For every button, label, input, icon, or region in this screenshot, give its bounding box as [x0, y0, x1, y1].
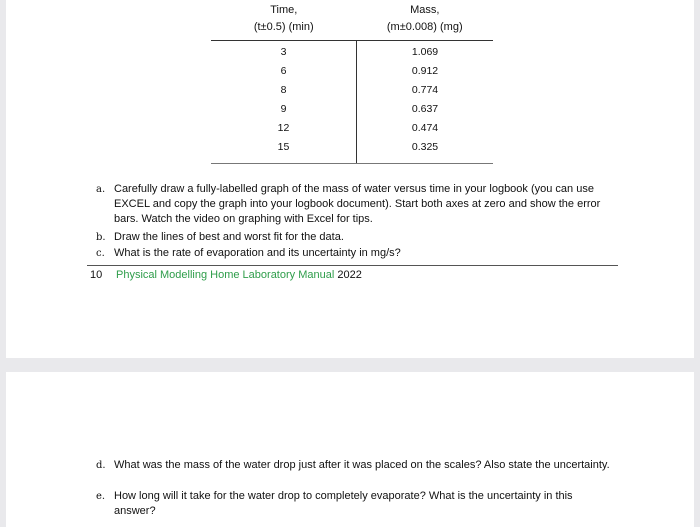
- footer-title: Physical Modelling Home Laboratory Manual: [116, 269, 335, 281]
- mass-cell: 0.774: [411, 84, 439, 96]
- table-header-row: [211, 0, 493, 41]
- question-marker: e.: [96, 491, 106, 502]
- table-row: [211, 138, 493, 164]
- table-row: [211, 41, 493, 63]
- time-header-unit: (t±0.5) (min): [253, 21, 314, 33]
- question-c: [96, 246, 612, 261]
- table-row: [211, 62, 493, 81]
- time-cell: 6: [211, 62, 357, 81]
- question-text: How long will it take for the water drop to completely evaporate? What is the uncertainty in this answer?: [114, 490, 573, 517]
- table-row: [211, 119, 493, 138]
- question-text: Draw the lines of best and worst fit for the data.: [114, 231, 344, 243]
- page-number: 10: [90, 269, 103, 281]
- question-marker: a.: [96, 184, 106, 195]
- data-table: [211, 0, 493, 164]
- question-text: What is the rate of evaporation and its uncertainty in mg/s?: [114, 247, 401, 259]
- question-marker: c.: [96, 248, 105, 259]
- question-marker: d.: [96, 460, 106, 471]
- footer-divider: [87, 265, 618, 266]
- question-text: Carefully draw a fully-labelled graph of the mass of water versus time in your logbook (you can use EXCEL and copy the graph into your logbook document). Start both axes at zero and show the error bars. Watch the video on graphing with Excel for tips.: [114, 183, 601, 225]
- question-b: [96, 230, 612, 245]
- mass-column-header: [357, 0, 494, 41]
- question-d: [96, 458, 612, 473]
- time-header-label: Time,: [270, 4, 298, 16]
- mass-cell: 0.474: [411, 122, 439, 134]
- time-cell: 3: [211, 41, 357, 63]
- document-page-1: [6, 0, 694, 358]
- footer-year: 2022: [337, 269, 362, 281]
- table-row: [211, 81, 493, 100]
- table-row: [211, 100, 493, 119]
- document-page-2: [6, 372, 694, 527]
- question-a: [96, 182, 612, 227]
- mass-cell: 0.325: [357, 138, 494, 164]
- question-e: [96, 489, 612, 519]
- mass-header-label: Mass,: [410, 4, 440, 16]
- time-cell: 15: [211, 138, 357, 164]
- time-cell: 12: [211, 119, 357, 138]
- mass-cell: 0.912: [411, 65, 439, 77]
- time-cell: 8: [211, 81, 357, 100]
- question-marker: b.: [96, 232, 106, 243]
- page-footer: [90, 268, 362, 282]
- question-text: What was the mass of the water drop just after it was placed on the scales? Also state the uncertainty.: [114, 459, 610, 471]
- time-column-header: [211, 0, 357, 41]
- time-cell: 9: [211, 100, 357, 119]
- mass-cell: 0.637: [411, 103, 439, 115]
- mass-cell: 1.069: [411, 46, 439, 58]
- mass-header-unit: (m±0.008) (mg): [386, 21, 463, 33]
